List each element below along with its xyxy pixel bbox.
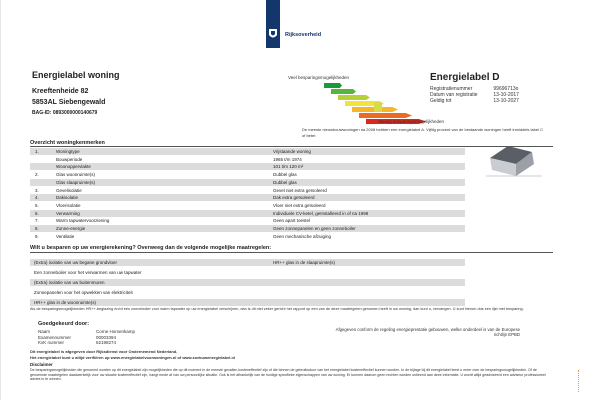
row-key: Glas woonruimte(s) <box>56 172 96 178</box>
advisor-key: Examennummer <box>38 334 72 340</box>
overview-rule <box>30 146 553 147</box>
row-key: Woonoppervlakte <box>56 164 91 170</box>
current-class-marker <box>374 102 382 112</box>
row-number: 2. <box>35 172 39 178</box>
table-row <box>30 179 465 186</box>
row-value: Dubbel glas <box>273 179 297 185</box>
row-key: Dakisolatie <box>56 195 79 201</box>
row-value: 1965 t/m 1974 <box>273 156 302 162</box>
advisor-key: KvK nummer <box>38 340 65 345</box>
row-value: Geen mechanische afzuiging <box>273 233 332 239</box>
label-notice: De meeste nieuwbouwwoningen na 2008 hebben een energielabel A. Vijftig procent van de bestaande woningen heeft inmiddels label C of beter. <box>302 127 543 138</box>
logo-text: Rijksoverheid <box>285 32 322 38</box>
valid-value: 13-10-2027 <box>493 98 519 104</box>
scan-mark <box>578 370 585 392</box>
measure-row <box>30 289 465 296</box>
row-number: 9. <box>35 233 39 239</box>
row-key: Verwarming <box>56 210 80 216</box>
row-value: 101 t/m 120 m² <box>273 164 304 170</box>
row-number: 5. <box>35 202 39 208</box>
class-arrow-c <box>338 95 370 100</box>
row-key: Zonne-energie <box>56 226 86 231</box>
measure-left: Een zonneboiler voor het verwarmen van uw tapwater <box>34 270 142 275</box>
measure-left: HR++ glas in de woonruimte(s) <box>34 300 97 305</box>
measure-row <box>30 269 465 276</box>
footer-line-1 <box>30 349 177 354</box>
measures-footnote: Als de besparingsmogelijkheden HR++-beglazing en/of een zonneboiler voor warm tapwater op uw energielabel verschijnen, dan is dit niet zeker gericht het rapport op een van de deze maatregelen genomen heeft in uw woning, dan kunt u, vervangen. U kunt hierom dus een lijst met besparing. <box>30 307 524 311</box>
row-value: Individuele CV-ketel, geïnstalleerd in of na 1998 <box>273 210 369 216</box>
measures-title: Wilt u besparen op uw energierekening? Overweeg dan de volgende mogelijke maatregelen: <box>30 245 272 251</box>
table-row <box>30 225 465 232</box>
advisor-value: Corne Horsenkamp <box>96 329 136 334</box>
label-heading: Energielabel D <box>430 72 500 83</box>
table-row <box>30 156 465 163</box>
row-key: Glas slaapruimte(s) <box>56 179 96 185</box>
measure-left: (Extra) isolatie van uw buitenmuren <box>34 280 105 285</box>
row-key: Woningtype <box>56 149 80 154</box>
measure-left: (Extra) isolatie van uw begane grondvloer <box>34 260 118 265</box>
class-arrow-b <box>331 89 356 94</box>
row-value: Dubbel glas <box>273 172 297 178</box>
disclaimer-title: Disclaimer <box>30 362 53 367</box>
row-number: 4. <box>35 195 39 201</box>
disclaimer-text: De besparingsmogelijkheden die genoemd worden op dit energielabel zijn mogelijkheden die op dit moment in de meeste gevallen kosteneffectief zijn of die binnen de gebruiksduur van het energielabel kosteneffectief kunnen worden. In de bijlage bij dit energielabel leest u meer over de besparingsmogelijkheden. Of de genoemde maatregelen daadwerkelijk voor uw situatie kosteneffectief zijn, hangt mede af van uw persoonlijke situatie. Ook is het afhankelijk van de huidige specifieke eigenschappen van uw woning. Er kunnen daarom geen rechten worden ontleend aan deze informatie. U wordt altijd geadviseerd een adviseur professioneel advies in te winnen. <box>30 368 546 382</box>
advisor-row <box>38 340 116 345</box>
row-value: Vrijstaande woning <box>273 149 311 154</box>
page-title: Energielabel woning <box>32 70 120 80</box>
footer-line-2 <box>30 355 235 360</box>
row-value: Dak extra geïsoleerd <box>273 195 315 201</box>
reg-date-label: Datum van registratie <box>430 92 478 98</box>
table-row <box>30 171 465 178</box>
row-key: Ventilatie <box>56 233 75 239</box>
table-row <box>30 187 465 194</box>
advisor-value: 00003394 <box>96 334 117 340</box>
address-city: 5853AL Siebengewald <box>32 99 106 106</box>
row-key: Warm tapwatervoorziening <box>56 218 110 224</box>
row-number: 7. <box>35 218 39 224</box>
advisor-key: Naam <box>38 329 51 334</box>
row-number: 6. <box>35 210 39 216</box>
registration-value: 99696713o <box>493 86 519 92</box>
measure-row <box>30 259 465 266</box>
advisor-row <box>38 329 135 334</box>
address-street: Kreeftenheide 82 <box>32 88 89 95</box>
advisor-value: 62198274 <box>96 340 117 345</box>
row-value: Geen apart toestel <box>273 218 311 224</box>
footer-line-2-text: Het energielabel kunt u altijd verifiëren op www.energielabelvoorwoningen.nl of www.zoekuwenergielabel.nl <box>30 355 236 360</box>
row-value: Gevel niet extra geïsoleerd <box>273 187 327 193</box>
row-value: Geen zonnepanelen en geen zonneboiler <box>273 226 356 231</box>
measure-left: Zonnepanelen voor het opwekken van elektriciteit <box>34 290 133 295</box>
row-key: Gevelisolatie <box>56 187 82 193</box>
table-row <box>30 148 465 155</box>
row-number: 1. <box>35 149 39 154</box>
table-row <box>30 217 465 224</box>
scale-top-text: Veel besparingsmogelijkheden <box>288 75 350 80</box>
advisor-row <box>38 335 116 340</box>
house-icon <box>486 144 542 178</box>
class-arrow-f <box>359 113 412 118</box>
scale-bottom-text: Weinig besparingsmogelijkheden <box>378 119 444 124</box>
table-row <box>30 202 465 209</box>
footer-line-1-text: Dit energielabel is afgegeven door Rijksdienst voor Ondernemend Nederland. <box>30 349 178 354</box>
table-row <box>30 233 465 240</box>
measure-row <box>30 299 465 306</box>
row-number: 3. <box>35 187 39 193</box>
table-row <box>30 194 465 201</box>
epbd-statement: Afgegeven conform de regeling energieprestatie gebouwen, welke onderdeel is van de Europese richtlijn EPBD <box>335 327 520 337</box>
class-arrow-a <box>324 83 342 88</box>
row-number: 8. <box>35 226 39 231</box>
table-row <box>30 163 465 170</box>
reg-date-value: 13-10-2017 <box>493 92 519 98</box>
row-key: Vloerisolatie <box>56 202 81 208</box>
measure-right: HR++ glas in de slaapruimte(s) <box>273 260 336 265</box>
overview-title: Overzicht woningkenmerken <box>30 140 105 146</box>
table-row <box>30 210 465 217</box>
valid-row <box>430 98 519 104</box>
bag-id: BAG-ID: 0893000000140679 <box>32 110 98 116</box>
valid-label: Geldig tot <box>430 98 452 104</box>
advisor-title: Goedgekeurd door: <box>38 321 90 327</box>
measure-row <box>30 279 465 286</box>
measures-rule <box>30 252 553 253</box>
row-value: Vloer niet extra geïsoleerd <box>273 202 326 208</box>
logo-bar <box>266 0 280 48</box>
registration-label: Registratienummer <box>430 86 473 92</box>
crest-icon <box>268 28 278 40</box>
row-key: Bouwperiode <box>56 156 83 162</box>
